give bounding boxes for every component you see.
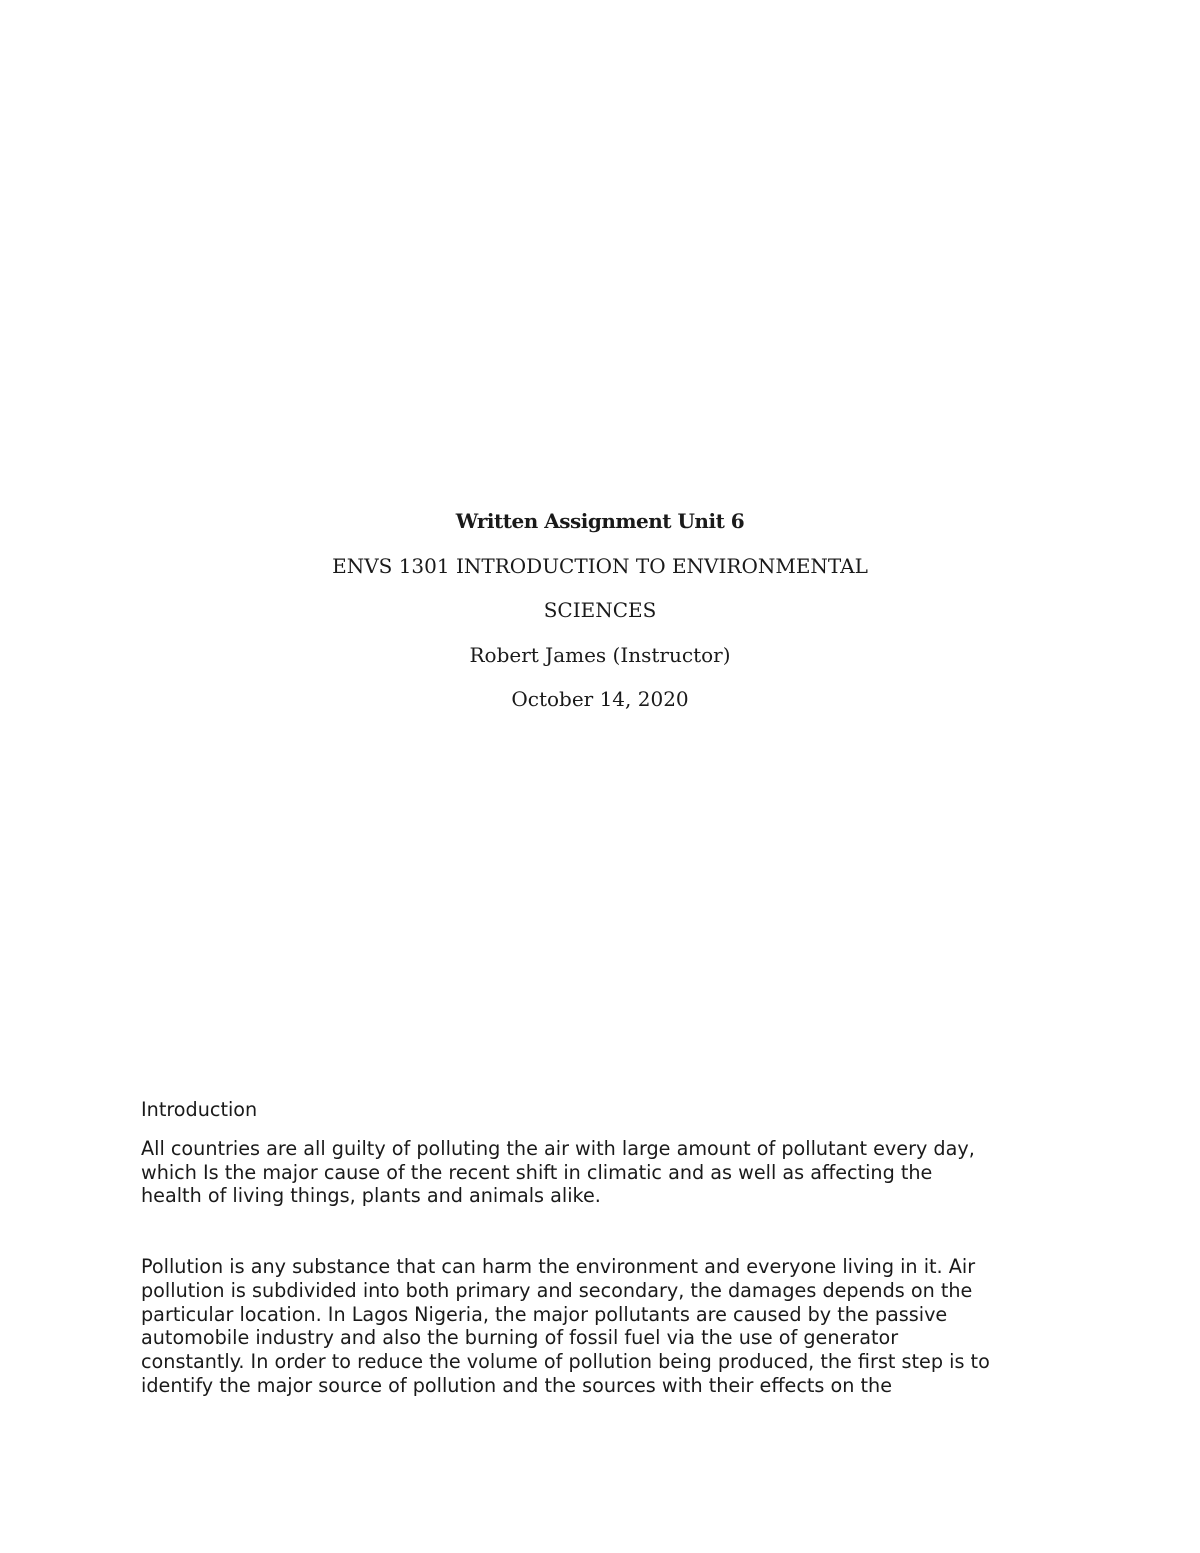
- paragraph-line: automobile industry and also the burning of fossil fuel via the use of generator: [141, 1326, 899, 1350]
- paragraph-line: identify the major source of pollution and the sources with their effects on the: [141, 1373, 893, 1397]
- paragraph-line: Pollution is any substance that can harm the environment and everyone living in it. Air: [141, 1255, 976, 1279]
- paragraph-line: All countries are all guilty of polluting the air with large amount of pollutant every day,: [141, 1137, 975, 1160]
- course-name-line-1: ENVS 1301 INTRODUCTION TO ENVIRONMENTAL: [332, 553, 868, 578]
- paragraph-line: constantly. In order to reduce the volume of pollution being produced, the first step is to: [141, 1349, 990, 1373]
- submission-date: October 14, 2020: [511, 687, 689, 711]
- paragraph-line: which Is the major cause of the recent shift in climatic and as well as affecting the: [141, 1160, 933, 1184]
- paragraph-line: pollution is subdivided into both primary and secondary, the damages depends on the: [141, 1278, 973, 1302]
- paragraph-line: health of living things, plants and animals alike.: [141, 1184, 601, 1208]
- paragraph-line: particular location. In Lagos Nigeria, the major pollutants are caused by the passive: [141, 1302, 948, 1326]
- title-page-block: [0, 504, 1200, 727]
- body-text: [141, 1097, 1071, 1397]
- assignment-title: Written Assignment Unit 6: [455, 509, 745, 533]
- course-name-line-2: SCIENCES: [543, 598, 657, 622]
- instructor-name: Robert James (Instructor): [469, 642, 731, 667]
- section-heading: Introduction: [141, 1098, 258, 1121]
- paragraph-2: [141, 1255, 1071, 1397]
- paragraph-1: [141, 1137, 1071, 1208]
